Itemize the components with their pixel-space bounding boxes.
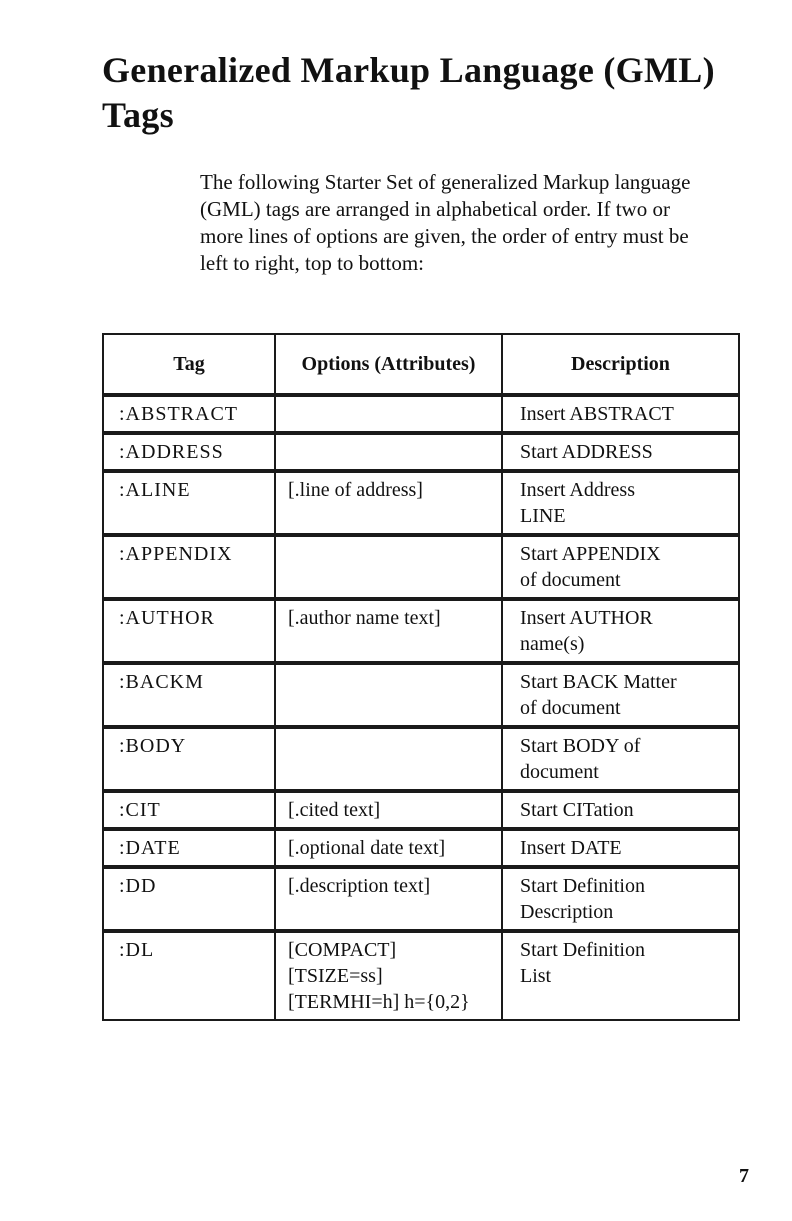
header-description: Description [502, 334, 739, 395]
cell-description [502, 535, 739, 599]
table-row [103, 433, 739, 471]
table-row [103, 471, 739, 535]
option-line: [.line of address] [288, 479, 423, 501]
cell-description [502, 867, 739, 931]
header-tag: Tag [103, 334, 275, 395]
table-row [103, 931, 739, 1020]
cell-tag: :ALINE [103, 471, 275, 535]
cell-options [275, 829, 502, 867]
cell-tag: :CIT [103, 791, 275, 829]
cell-tag: :ABSTRACT [103, 395, 275, 433]
cell-options [275, 433, 502, 471]
option-line: [.cited text] [288, 799, 381, 821]
gml-tags-table [102, 333, 740, 1021]
intro-paragraph: The following Starter Set of generalized Markup language (GML) tags are arranged in alphabetical order. If two or more lines of options are given, the order of entry must be left to right, top to bottom: [200, 170, 691, 275]
cell-tag: :DD [103, 867, 275, 931]
cell-description [502, 471, 739, 535]
cell-options [275, 727, 502, 791]
table-row [103, 867, 739, 931]
cell-options [275, 395, 502, 433]
cell-options [275, 791, 502, 829]
cell-description [502, 663, 739, 727]
cell-options [275, 867, 502, 931]
option-line: [COMPACT] [288, 939, 397, 961]
cell-description [502, 791, 739, 829]
cell-tag: :APPENDIX [103, 535, 275, 599]
cell-options [275, 663, 502, 727]
option-line: [.author name text] [288, 607, 441, 629]
description-line: document [520, 761, 599, 783]
description-line: Insert ABSTRACT [520, 403, 674, 425]
description-line: name(s) [520, 633, 585, 655]
cell-description [502, 395, 739, 433]
description-line: Start BODY of [520, 735, 641, 757]
table-row [103, 535, 739, 599]
cell-tag: :DL [103, 931, 275, 1020]
option-line: [TERMHI=h] h={0,2} [288, 991, 470, 1013]
option-line: [.optional date text] [288, 837, 446, 859]
header-options: Options (Attributes) [275, 334, 502, 395]
table-row [103, 829, 739, 867]
cell-options [275, 931, 502, 1020]
cell-options [275, 599, 502, 663]
table-row [103, 663, 739, 727]
cell-tag: :AUTHOR [103, 599, 275, 663]
cell-options [275, 535, 502, 599]
page-title [102, 48, 742, 138]
description-line: Description [520, 901, 614, 923]
description-line: Start BACK Matter [520, 671, 677, 693]
table-body [103, 395, 739, 1020]
description-line: Start APPENDIX [520, 543, 661, 565]
cell-description [502, 931, 739, 1020]
cell-description [502, 829, 739, 867]
cell-description [502, 599, 739, 663]
cell-description [502, 727, 739, 791]
table-header-row [103, 334, 739, 395]
description-line: Insert DATE [520, 837, 622, 859]
cell-tag: :ADDRESS [103, 433, 275, 471]
page-number: 7 [739, 1165, 749, 1187]
option-line: [TSIZE=ss] [288, 965, 383, 987]
option-line: [.description text] [288, 875, 431, 897]
page-title-line-1: Generalized Markup Language (GML) [102, 50, 715, 90]
table-row [103, 791, 739, 829]
description-line: Start Definition [520, 939, 645, 961]
table-row [103, 599, 739, 663]
cell-tag: :BACKM [103, 663, 275, 727]
description-line: Insert Address [520, 479, 635, 501]
description-line: List [520, 965, 552, 987]
description-line: Start CITation [520, 799, 634, 821]
table-row [103, 727, 739, 791]
description-line: Start Definition [520, 875, 645, 897]
cell-tag: :BODY [103, 727, 275, 791]
cell-options [275, 471, 502, 535]
description-line: Start ADDRESS [520, 441, 653, 463]
description-line: of document [520, 569, 621, 591]
description-line: LINE [520, 505, 566, 527]
table-row [103, 395, 739, 433]
cell-tag: :DATE [103, 829, 275, 867]
page-title-line-2: Tags [102, 95, 174, 135]
description-line: of document [520, 697, 621, 719]
cell-description [502, 433, 739, 471]
description-line: Insert AUTHOR [520, 607, 653, 629]
